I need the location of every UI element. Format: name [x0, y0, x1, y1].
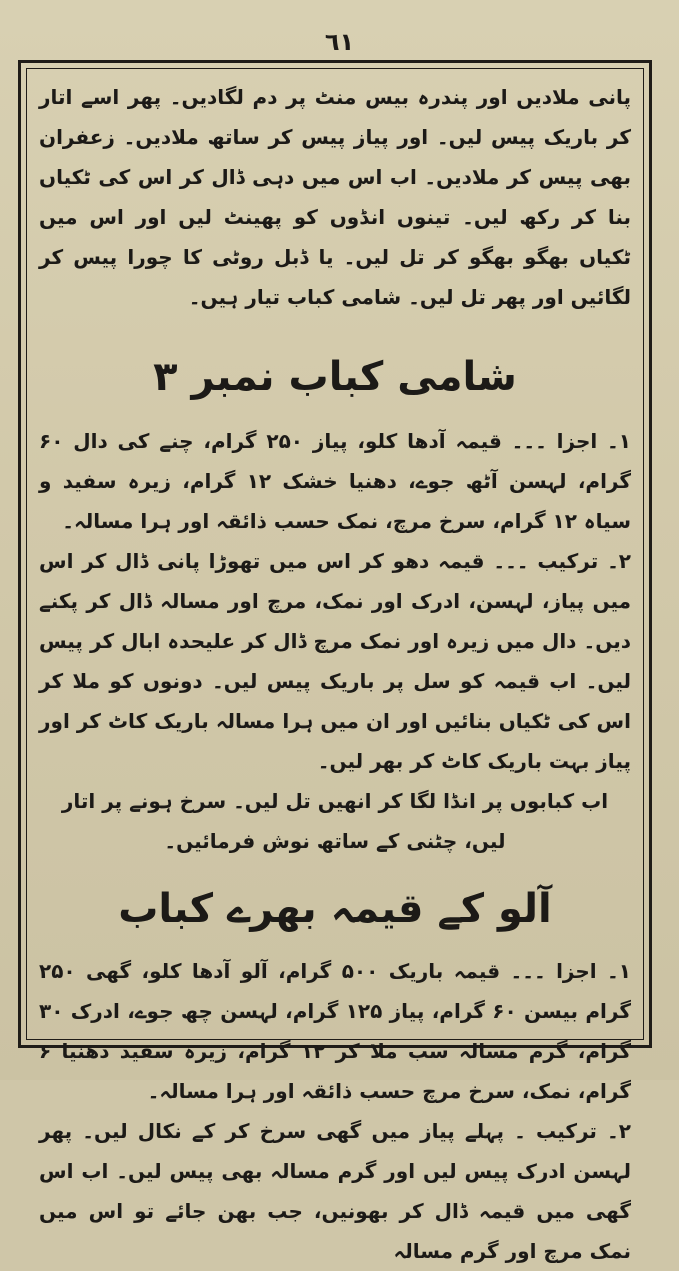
recipe-one-method: ۲۔ ترکیب ۔۔۔ قیمہ دھو کر اس میں تھوڑا پانی ڈال کر اس میں پیاز، لہسن، ادرک اور نمک، مرچ اور مسالہ ڈال کر پکنے دیں۔ دال میں زیرہ اور نمک مرچ ڈال کر علیحدہ ابال کر پیس لیں۔ اب قیمہ کو سل پر باریک پیس لیں۔ دونوں کو ملا کر اس کی ٹکیاں بنائیں اور ان میں ہرا مسالہ باریک کاٹ کر اور پیاز بہت باریک کاٹ کر بھر لیں۔ — [39, 549, 631, 773]
recipe-one-ingredients: ۱۔ اجزا ۔۔۔ قیمہ آدھا کلو، پیاز ۲۵۰ گرام، چنے کی دال ۶۰ گرام، لہسن آٹھ جوے، دھنیا خشک ۱۲ گرام، زیرہ سفید و سیاہ ۱۲ گرام، سرخ مرچ، نمک حسب ذائقہ اور ہرا مسالہ۔ — [39, 429, 632, 533]
recipe-one-closing: اب کبابوں پر انڈا لگا کر انھیں تل لیں۔ سرخ ہونے پر اتار لیں، چٹنی کے ساتھ نوش فرمائیں۔ — [61, 789, 609, 853]
intro-paragraph: پانی ملادیں اور پندرہ بیس منٹ پر دم لگادیں۔ پھر اسے اتار کر باریک پیس لیں۔ اور پیاز پیس کر ساتھ ملادیں۔ زعفران بھی پیس کر ملادیں۔ اب اس میں دہی ڈال کر اس کی ٹکیاں بنا کر رکھ لیں۔ تینوں انڈوں کو پھینٹ لیں اور اس میں ٹکیاں بھگو بھگو کر تل لیں۔ یا ڈبل روٹی کا چورا پیس کر لگائیں اور پھر تل لیں۔ شامی کباب تیار ہیں۔ — [39, 85, 631, 309]
recipe-one-title: شامی کباب نمبر ۳ — [153, 354, 517, 400]
recipe-two-method: ۲۔ ترکیب ۔ پہلے پیاز میں گھی سرخ کر کے نکال لیں۔ پھر لہسن ادرک پیس لیں اور گرم مسالہ بھی پیس لیں۔ اب اس گھی میں قیمہ ڈال کر بھونیں، جب بھن جائے تو اس میں نمک مرچ اور گرم مسالہ — [39, 1119, 631, 1263]
page-content — [39, 77, 632, 1263]
recipe-two-title: آلو کے قیمہ بھرے کباب — [118, 886, 552, 932]
page-border — [18, 60, 652, 1263]
page-number: ٦١ — [324, 28, 355, 56]
recipe-two-ingredients: ۱۔ اجزا ۔۔۔ قیمہ باریک ۵۰۰ گرام، آلو آدھا کلو، گھی ۲۵۰ گرام بیسن ۶۰ گرام، پیاز ۱۲۵ گرام، لہسن چھ جوے، ادرک ۳۰ گرام، گرم مسالہ سب ملا کر ۱۲ گرام، زیرہ سفید دھنیا ۶ گرام، نمک، سرخ مرچ حسب ذائقہ اور ہرا مسالہ۔ — [39, 959, 631, 1103]
